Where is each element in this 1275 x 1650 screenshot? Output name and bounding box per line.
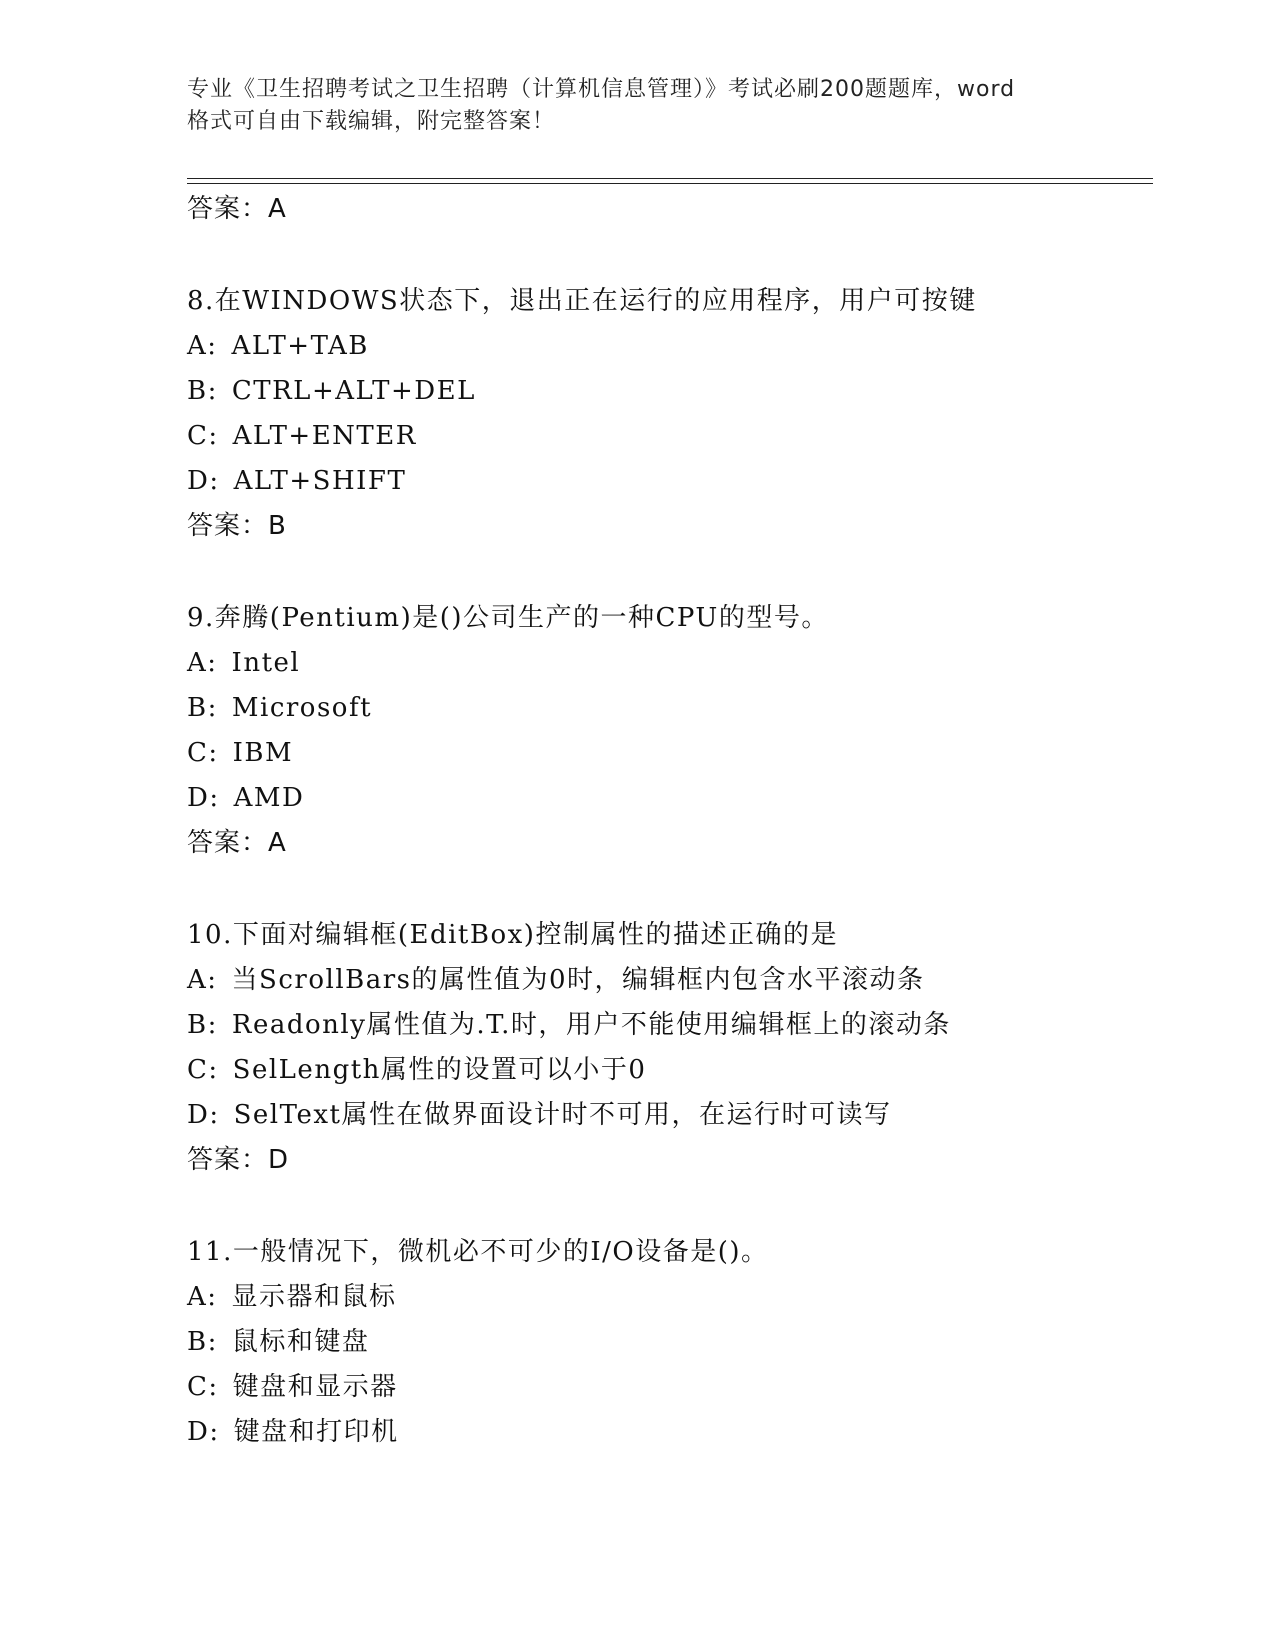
question-block [187,918,1153,1177]
question-text: 9.奔腾(Pentium)是()公司生产的一种CPU的型号。 [187,603,829,633]
header-line-1: 专业《卫生招聘考试之卫生招聘（计算机信息管理）》考试必刷200题题库，word [187,77,1016,102]
answer-line: 答案：A [187,194,287,224]
option-d [187,781,1153,815]
option-label: A: [187,965,218,995]
document-body [187,192,1153,1460]
option-text: 键盘和显示器 [232,1372,398,1402]
option-label: C: [187,421,219,451]
option-b [187,1325,1153,1359]
option-label: B: [187,1327,218,1357]
option-text: Intel [231,648,301,678]
option-text: ALT+TAB [231,331,369,361]
option-label: A: [187,1282,218,1312]
option-d [187,1098,1153,1132]
question-block [187,284,1153,543]
option-label: D: [187,1100,220,1130]
option-label: D: [187,466,220,496]
option-label: A: [187,648,218,678]
question-text: 10.下面对编辑框(EditBox)控制属性的描述正确的是 [187,920,838,950]
option-text: 当ScrollBars的属性值为0时，编辑框内包含水平滚动条 [231,965,925,995]
header-divider-bottom [187,183,1153,184]
option-c [187,1053,1153,1087]
option-text: ALT+SHIFT [233,466,407,496]
document-header [187,74,1087,138]
option-b [187,1008,1153,1042]
option-d [187,1415,1153,1449]
question-block [187,601,1153,860]
answer-line: 答案：B [187,511,287,541]
option-a [187,963,1153,997]
option-label: C: [187,738,219,768]
answer-line: 答案：A [187,828,287,858]
question-text: 11.一般情况下，微机必不可少的I/O设备是()。 [187,1237,769,1267]
option-text: Readonly属性值为.T.时，用户不能使用编辑框上的滚动条 [231,1010,951,1040]
option-d [187,464,1153,498]
option-label: D: [187,783,220,813]
option-b [187,374,1153,408]
option-label: A: [187,331,218,361]
option-text: SelLength属性的设置可以小于0 [232,1055,647,1085]
option-text: IBM [232,738,294,768]
option-text: 鼠标和键盘 [231,1327,370,1357]
option-label: B: [187,693,218,723]
option-text: 显示器和鼠标 [231,1282,397,1312]
option-label: C: [187,1372,219,1402]
option-text: ALT+ENTER [232,421,417,451]
option-c [187,419,1153,453]
option-label: D: [187,1417,220,1447]
option-text: Microsoft [231,693,373,723]
option-label: B: [187,1010,218,1040]
question-block [187,1235,1153,1449]
header-line-2: 格式可自由下载编辑，附完整答案！ [187,109,556,134]
option-c [187,736,1153,770]
question-text: 8.在WINDOWS状态下，退出正在运行的应用程序，用户可按键 [187,286,977,316]
option-c [187,1370,1153,1404]
option-a [187,1280,1153,1314]
option-label: C: [187,1055,219,1085]
option-text: SelText属性在做界面设计时不可用，在运行时可读写 [233,1100,892,1130]
option-b [187,691,1153,725]
option-text: 键盘和打印机 [233,1417,399,1447]
option-label: B: [187,376,218,406]
option-text: AMD [233,783,305,813]
answer-line: 答案：D [187,1145,290,1175]
option-a [187,646,1153,680]
option-text: CTRL+ALT+DEL [231,376,476,406]
header-divider-top [187,178,1153,179]
option-a [187,329,1153,363]
